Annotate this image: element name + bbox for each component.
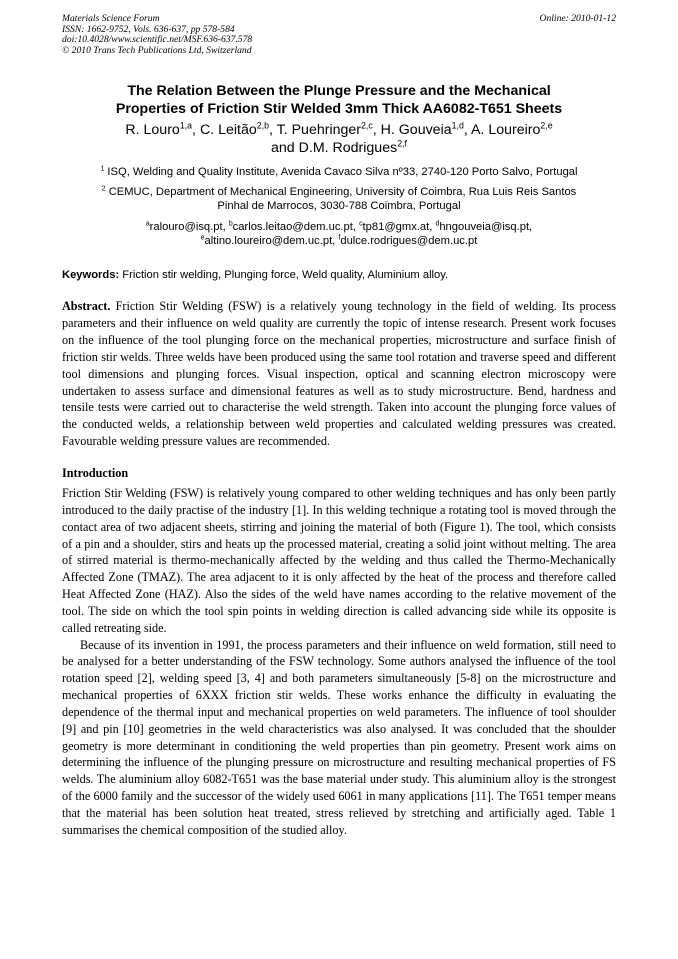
email-link[interactable]: hngouveia@isq.pt, [439,221,533,234]
section-heading-introduction: Introduction [62,465,129,480]
author-name: R. Louro [125,122,180,139]
author-sup: 2,e [540,120,553,131]
email-link[interactable]: ralouro@isq.pt, [149,221,229,234]
author-sup: 2,c [361,120,373,131]
keywords-text: Friction stir welding, Plunging force, Weld quality, Aluminium alloy. [119,269,449,282]
author-sep: , [268,122,277,139]
author-name: and D.M. Rodrigues [271,140,398,157]
keywords-label: Keywords: [62,269,120,282]
email-sup: b [228,220,233,228]
keywords [62,268,616,282]
author-sep: , [372,122,381,139]
abstract [62,298,616,450]
email-link[interactable]: tp81@gmx.at, [362,221,436,234]
author-sep: , [463,122,471,139]
author-name: T. Puehringer [276,122,361,139]
affiliation-text: CEMUC, Department of Mechanical Engineering, University of Coimbra, Rua Luis Reis Santos [108,186,577,199]
affiliation-text-line-2: Pinhal de Marrocos, 3030-788 Coimbra, Portugal [217,200,461,213]
email-list [62,220,616,248]
intro-paragraph-1: Friction Stir Welding (FSW) is relatively young compared to other welding techniques and has only been partly introduced to the daily practise of the industry [1]. In this welding technique a rotating tool is moved through the contact area of two adjacent sheets, stirring and joining the material of both (Figure 1). The tool, which consists of a pin and a shoulder, stirs and heats up the processed material, creating a solid joint without melting. The area of stirred material is thermo-mechanically affected by the welding and thus called the Thermo-Mechanically Affected Zone (TMAZ). The area adjacent to it is only affected by the heat of the process and therefore called Heat Affected Zone (HAZ). Also the sides of the weld have names according to the relative movement of the tool. The side on which the tool spin points in welding direction is called advancing side while its opposite is called retreating side. [62,485,616,635]
email-sup: f [338,234,341,242]
journal-header [62,14,616,56]
author-sup: 1,d [451,120,464,131]
title-line-1: The Relation Between the Plunge Pressure and the Mechanical [127,83,551,100]
affiliation-1 [62,165,616,179]
author-name: A. Loureiro [470,122,541,139]
author-sup: 2,b [256,120,269,131]
online-date: Online: 2010-01-12 [539,13,616,24]
affiliation-2 [62,185,616,213]
journal-name: Materials Science Forum [62,13,160,24]
author-list [62,121,616,157]
email-sup: a [145,220,150,228]
intro-paragraph-2: Because of its invention in 1991, the process parameters and their influence on weld formation, still need to be analysed for a better understanding of the FSW technology. Some authors analysed the influence of the tool rotation speed [2], welding speed [3, 4] and both parameters simultaneously [5-8] on the microstructure and mechanical properties of 6XXX friction stir welds. These works enhance the difficulty in evaluating the dependence of the thermal input and mechanical properties on weld parameters. The influence of tool shoulder [9] and pin [10] geometries in the weld characteristics was also analysed. It was concluded that the shoulder geometry is more determinant in conditioning the weld properties than pin geometry. Present work aims on determining the influence of the plunging pressure on microstructure and resulting mechanical properties of FS welds. The aluminium alloy 6082-T651 was the base material under study. This aluminium alloy is the strongest of the 6000 family and the successor of the widely used 6061 in many applications [11]. The T651 temper means that the material has been solution heat treated, stress relieved by stretching and artificially aged. Table 1 summarises the chemical composition of the studied alloy. [62,637,616,837]
affiliation-sup: 1 [100,165,105,173]
email-link[interactable]: altino.loureiro@dem.uc.pt, [204,235,339,248]
affiliation-sup: 2 [101,185,106,193]
author-line-2 [62,139,616,157]
author-sep: , [192,122,200,139]
issn-line: ISSN: 1662-9752, Vols. 636-637, pp 578-584 [62,23,235,35]
abstract-label: Abstract. [62,299,111,314]
email-sup: e [200,234,205,242]
author-line-1 [62,121,616,139]
author-name: C. Leitão [199,122,257,139]
author-sup: 1,a [179,120,193,131]
paper-title [62,82,616,118]
affiliation-text: ISQ, Welding and Quality Institute, Avenida Cavaco Silva nº33, 2740-120 Porto Salvo, Portugal [107,166,578,179]
email-sup: d [435,220,440,228]
author-name: H. Gouveia [380,122,452,139]
paper-page [62,14,616,839]
title-line-2: Properties of Friction Stir Welded 3mm Thick AA6082-T651 Sheets [115,101,563,118]
email-link[interactable]: dulce.rodrigues@dem.uc.pt [340,235,478,248]
email-sup: c [359,220,363,228]
email-link[interactable]: carlos.leitao@dem.uc.pt, [232,221,360,234]
copyright-line: © 2010 Trans Tech Publications Ltd, Switzerland [62,44,252,56]
doi-line: doi:10.4028/www.scientific.net/MSF.636-637.578 [62,34,253,46]
abstract-text: Friction Stir Welding (FSW) is a relatively young technology in the field of welding. Its process parameters and their influence on weld quality are currently the topic of intense research. Present work focuses on the influence of the tool plunging force on the mechanical properties, microstructure and surface finish of friction stir welds. Three welds have been produced using the same tool rotation and traverse speed and different tool dimensions and plunging forces. Visual inspection, optical and scanning electron microscopy were undertaken to assess surface and dimensional features as well as to study microstructure. Bend, hardness and tensile tests were carried out to characterise the weld strength. Taken into account the plunging force values of the conducted welds, a relationship between weld properties and calculated welding pressures was created. Favourable welding pressure values are recommended. [62,299,616,449]
author-sup: 2,f [397,138,407,149]
